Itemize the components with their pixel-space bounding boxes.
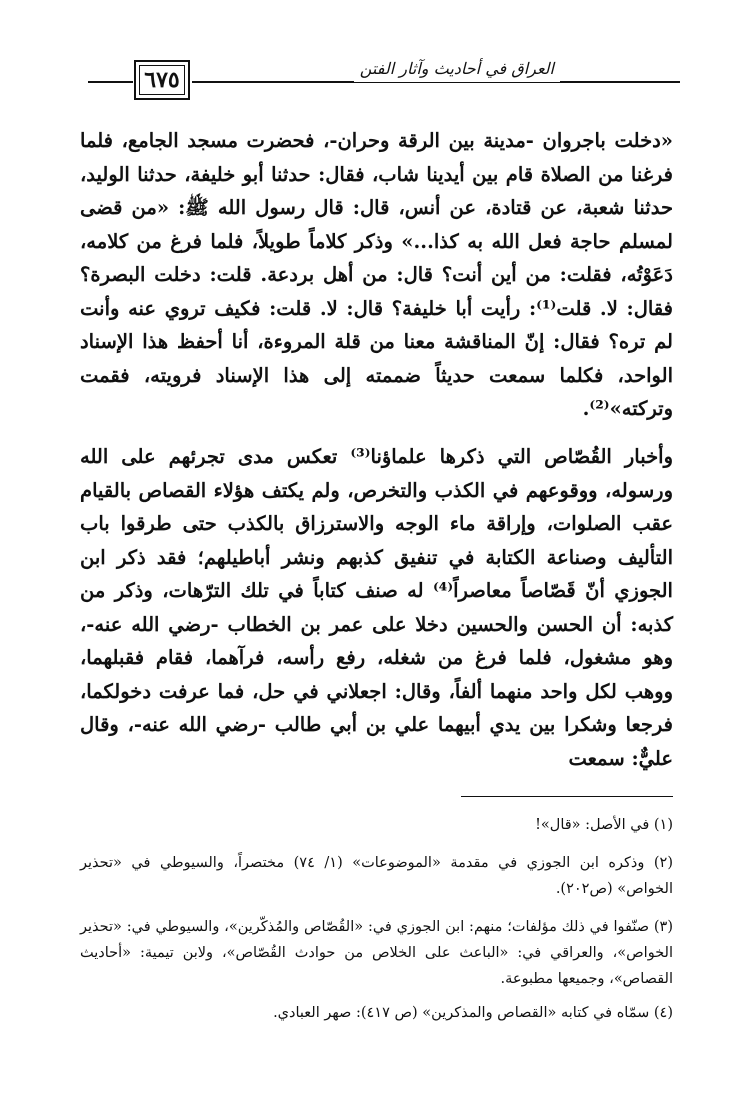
- footnote-1: (١) في الأصل: «قال»!: [535, 817, 673, 833]
- footnote-3: (٣) صنّفوا في ذلك مؤلفات؛ منهم: ابن الجوزي في: «القُصّاص والمُذكّرين»، والسيوطي في: «تحذير الخواص»، والعراقي في: «الباعث على الخلاص من حوادث القُصّاص»، ولابن تيمية: «أحاديث القصاص»، وجميعها مطبوعة.: [80, 919, 673, 987]
- page-header: [88, 50, 680, 110]
- body-paragraph-1: [80, 124, 673, 426]
- running-title: العراق في أحاديث وآثار الفتن: [354, 56, 560, 82]
- header-rule-left: [88, 81, 133, 83]
- body-paragraph-2: [80, 440, 673, 775]
- page-number: ٦٧٥: [134, 60, 190, 100]
- paragraph-text: وأخبار القُصّاص التي ذكرها علماؤنا⁽³⁾ تعكس مدى تجرئهم على الله ورسوله، ووقوعهم في الكذب والتخرص، ولم يكتف هؤلاء القصاص بالقيام عقب الصلوات، وإراقة ماء الوجه والاسترزاق بالكذب حتى طرقوا باب التأليف وصناعة الكتابة في تنفيق كذبهم ونشر أباطيلهم؛ فقد ذكر ابن الجوزي أنّ قَصّاصاً معاصراً⁽⁴⁾ له صنف كتاباً في تلك الترّهات، وذكر من كذبه: أن الحسن والحسين دخلا على عمر بن الخطاب -رضي الله عنه-، وهو مشغول، فلما فرغ من شغله، رفع رأسه، فرآهما، فقام فقبلهما، ووهب لكل واحد منهما ألفاً، وقال: اجعلاني في حل، فما عرفت دخولكما، فرجعا وشكرا بين يدي أبيهما علي بن أبي طالب -رضي الله عنه-، وقال عليٌّ: سمعت: [80, 445, 673, 770]
- footnote-separator: [461, 796, 673, 797]
- footnote-2: (٢) وذكره ابن الجوزي في مقدمة «الموضوعات» (١/ ٧٤) مختصراً، والسيوطي في «تحذير الخواص» (ص٢٠٢).: [80, 855, 673, 897]
- paragraph-text: «دخلت باجروان -مدينة بين الرقة وحران-، فحضرت مسجد الجامع، فلما فرغنا من الصلاة قام بين أيدينا شاب، فقال: حدثنا أبو خليفة، حدثنا الوليد، حدثنا شعبة، عن قتادة، عن أنس، قال: قال رسول الله ﷺ: «من قضى لمسلم حاجة فعل الله به كذا...» وذكر كلاماً طويلاً، فلما فرغ من كلامه، دَعَوْتُه، فقلت: من أين أنت؟ قال: من أهل بردعة. قلت: دخلت البصرة؟ فقال: لا. قلت⁽¹⁾: رأيت أبا خليفة؟ قال: لا. قلت: فكيف تروي عنه وأنت لم تره؟ فقال: إنّ المناقشة معنا من قلة المروءة، أنا أحفظ هذا الإسناد الواحد، فكلما سمعت حديثاً ضممته إلى هذا الإسناد فرويته، فقمت وتركته»⁽²⁾.: [80, 129, 673, 420]
- footnotes: [80, 812, 673, 1038]
- footnote-4: (٤) سمّاه في كتابه «القصاص والمذكرين» (ص ٤١٧): صهر العبادي.: [273, 1005, 673, 1021]
